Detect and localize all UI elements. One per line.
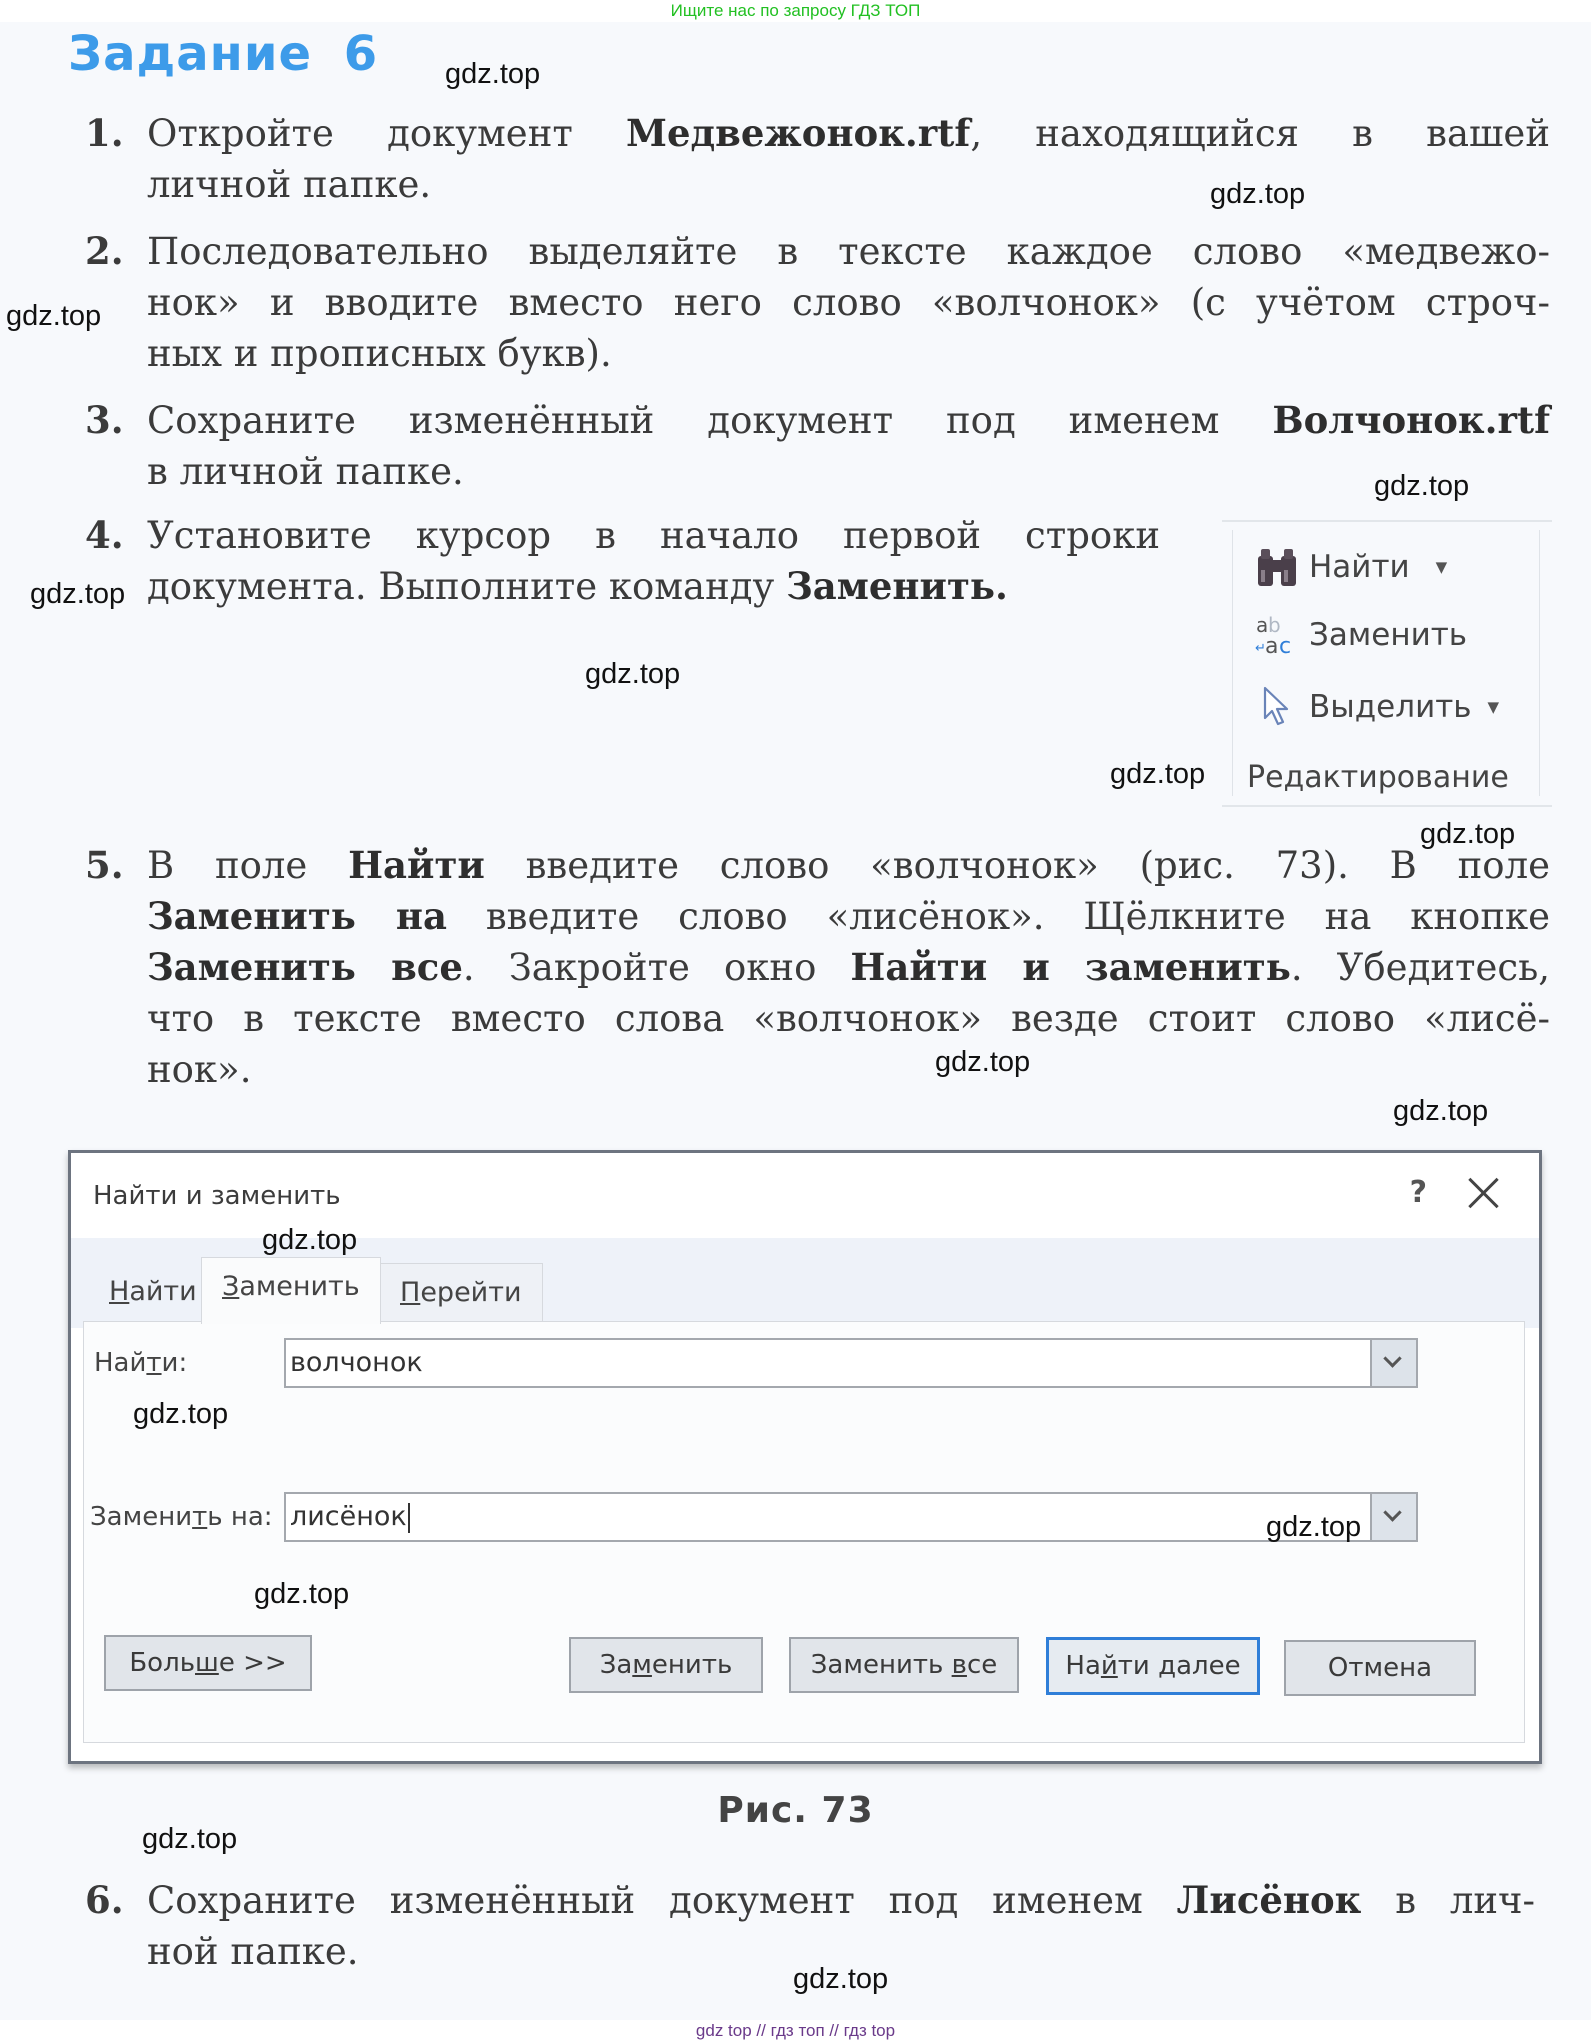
task-line: ной папке. bbox=[147, 1930, 359, 1973]
ribbon-editing-group bbox=[1232, 530, 1540, 796]
watermark: gdz.top bbox=[445, 58, 541, 90]
ribbon-replace-button[interactable] bbox=[1255, 614, 1467, 656]
svg-text:b: b bbox=[1268, 614, 1281, 637]
watermark: gdz.top bbox=[1210, 178, 1306, 210]
ribbon-group-label: Редактирование bbox=[1247, 760, 1509, 795]
svg-text:a: a bbox=[1256, 614, 1269, 637]
replace-ab-ac-icon bbox=[1255, 614, 1299, 656]
find-next-button[interactable]: Найти далее bbox=[1046, 1637, 1260, 1695]
replace-all-button[interactable]: Заменить все bbox=[789, 1637, 1019, 1693]
watermark: gdz.top bbox=[6, 300, 102, 332]
close-icon[interactable] bbox=[1463, 1171, 1503, 1211]
task-number: 3. bbox=[85, 398, 124, 442]
task-number: 6. bbox=[85, 1878, 124, 1922]
more-button[interactable]: Больше >> bbox=[104, 1635, 312, 1691]
ribbon-select-label: Выделить bbox=[1309, 689, 1472, 725]
task-line: личной папке. bbox=[147, 163, 432, 206]
svg-text:c: c bbox=[1279, 634, 1292, 656]
tab-replace[interactable]: Заменить bbox=[201, 1257, 381, 1324]
svg-text:↵: ↵ bbox=[1255, 641, 1266, 656]
tab-find[interactable]: Найти bbox=[109, 1276, 197, 1307]
help-button[interactable]: ? bbox=[1409, 1175, 1427, 1210]
task-number: 2. bbox=[85, 229, 124, 273]
watermark: gdz.top bbox=[1393, 1095, 1489, 1127]
replace-input[interactable] bbox=[284, 1492, 1418, 1542]
text-cursor bbox=[408, 1503, 410, 1533]
task-line: нок» и вводите вместо него слово «волчонок» (с учётом строч- bbox=[147, 281, 1550, 324]
watermark: gdz.top bbox=[1110, 758, 1206, 790]
task-line: в личной папке. bbox=[147, 450, 464, 493]
ribbon-divider bbox=[1222, 520, 1552, 522]
replace-input-value: лисёнок bbox=[290, 1501, 407, 1532]
task-line: Сохраните изменённый документ под именем Лисёнок в лич- bbox=[147, 1878, 1535, 1922]
cursor-arrow-icon bbox=[1255, 686, 1299, 728]
watermark: gdz.top bbox=[254, 1578, 350, 1610]
tab-goto[interactable]: Перейти bbox=[379, 1263, 543, 1322]
task-number: 5. bbox=[85, 843, 124, 887]
task-line: В поле Найти введите слово «волчонок» (рис. 73). В поле bbox=[147, 843, 1550, 887]
task-line: Сохраните изменённый документ под именем Волчонок.rtf bbox=[147, 398, 1550, 442]
ribbon-divider bbox=[1222, 805, 1552, 807]
page-title: Задание 6 bbox=[68, 26, 379, 82]
task-line: Заменить все. Закройте окно Найти и заменить. Убедитесь, bbox=[147, 945, 1551, 989]
watermark: gdz.top bbox=[142, 1823, 238, 1855]
watermark: gdz.top bbox=[133, 1398, 229, 1430]
cancel-button[interactable]: Отмена bbox=[1284, 1640, 1476, 1696]
binoculars-icon bbox=[1255, 546, 1299, 588]
watermark: gdz.top bbox=[585, 658, 681, 690]
ribbon-select-button[interactable] bbox=[1255, 686, 1499, 728]
ribbon-find-label: Найти bbox=[1309, 549, 1410, 585]
task-line: ных и прописных букв). bbox=[147, 332, 612, 375]
find-input[interactable] bbox=[284, 1338, 1418, 1388]
task-line: Последовательно выделяйте в тексте каждое слово «медвежо- bbox=[147, 230, 1550, 273]
task-line: Установите курсор в начало первой строки bbox=[147, 514, 1160, 557]
task-item-6 bbox=[85, 1875, 1535, 1977]
task-line: документа. Выполните команду Заменить. bbox=[147, 564, 1008, 608]
task-item-3 bbox=[85, 395, 1550, 497]
task-item-1 bbox=[85, 108, 1550, 210]
task-item-5 bbox=[85, 840, 1550, 1095]
dropdown-caret-icon[interactable]: ▼ bbox=[1435, 558, 1448, 576]
watermark: gdz.top bbox=[262, 1224, 358, 1256]
find-label: Найти: bbox=[94, 1348, 188, 1378]
watermark: gdz.top bbox=[1420, 818, 1516, 850]
task-item-4 bbox=[85, 510, 1160, 612]
ribbon-replace-label: Заменить bbox=[1309, 617, 1468, 653]
task-number: 4. bbox=[85, 513, 124, 557]
task-line: что в тексте вместо слова «волчонок» везде стоит слово «лисё- bbox=[147, 997, 1550, 1040]
task-item-2 bbox=[85, 226, 1550, 379]
bottom-footer: gdz top // гдз топ // гдз top bbox=[0, 2020, 1591, 2042]
top-banner: Ищите нас по запросу ГДЗ ТОП bbox=[0, 0, 1591, 22]
replace-label: Заменить на: bbox=[90, 1502, 273, 1532]
chevron-down-icon[interactable] bbox=[1370, 1494, 1416, 1540]
task-line: Заменить на введите слово «лисёнок». Щёлкните на кнопке bbox=[147, 894, 1550, 938]
task-line: нок». bbox=[147, 1048, 252, 1091]
task-number: 1. bbox=[85, 111, 124, 155]
dialog-title: Найти и заменить bbox=[93, 1181, 341, 1211]
watermark: gdz.top bbox=[935, 1046, 1031, 1078]
task-line: Откройте документ Медвежонок.rtf, находящийся в вашей bbox=[147, 111, 1550, 155]
svg-text:a: a bbox=[1265, 634, 1279, 656]
watermark: gdz.top bbox=[1266, 1511, 1362, 1543]
watermark: gdz.top bbox=[1374, 470, 1470, 502]
find-input-value: волчонок bbox=[290, 1347, 423, 1378]
chevron-down-icon[interactable] bbox=[1370, 1340, 1416, 1386]
watermark: gdz.top bbox=[793, 1963, 889, 1995]
watermark: gdz.top bbox=[30, 578, 126, 610]
dropdown-caret-icon[interactable]: ▼ bbox=[1487, 698, 1500, 716]
replace-button[interactable]: Заменить bbox=[569, 1637, 763, 1693]
figure-caption: Рис. 73 bbox=[717, 1790, 874, 1831]
ribbon-find-button[interactable] bbox=[1255, 546, 1447, 588]
